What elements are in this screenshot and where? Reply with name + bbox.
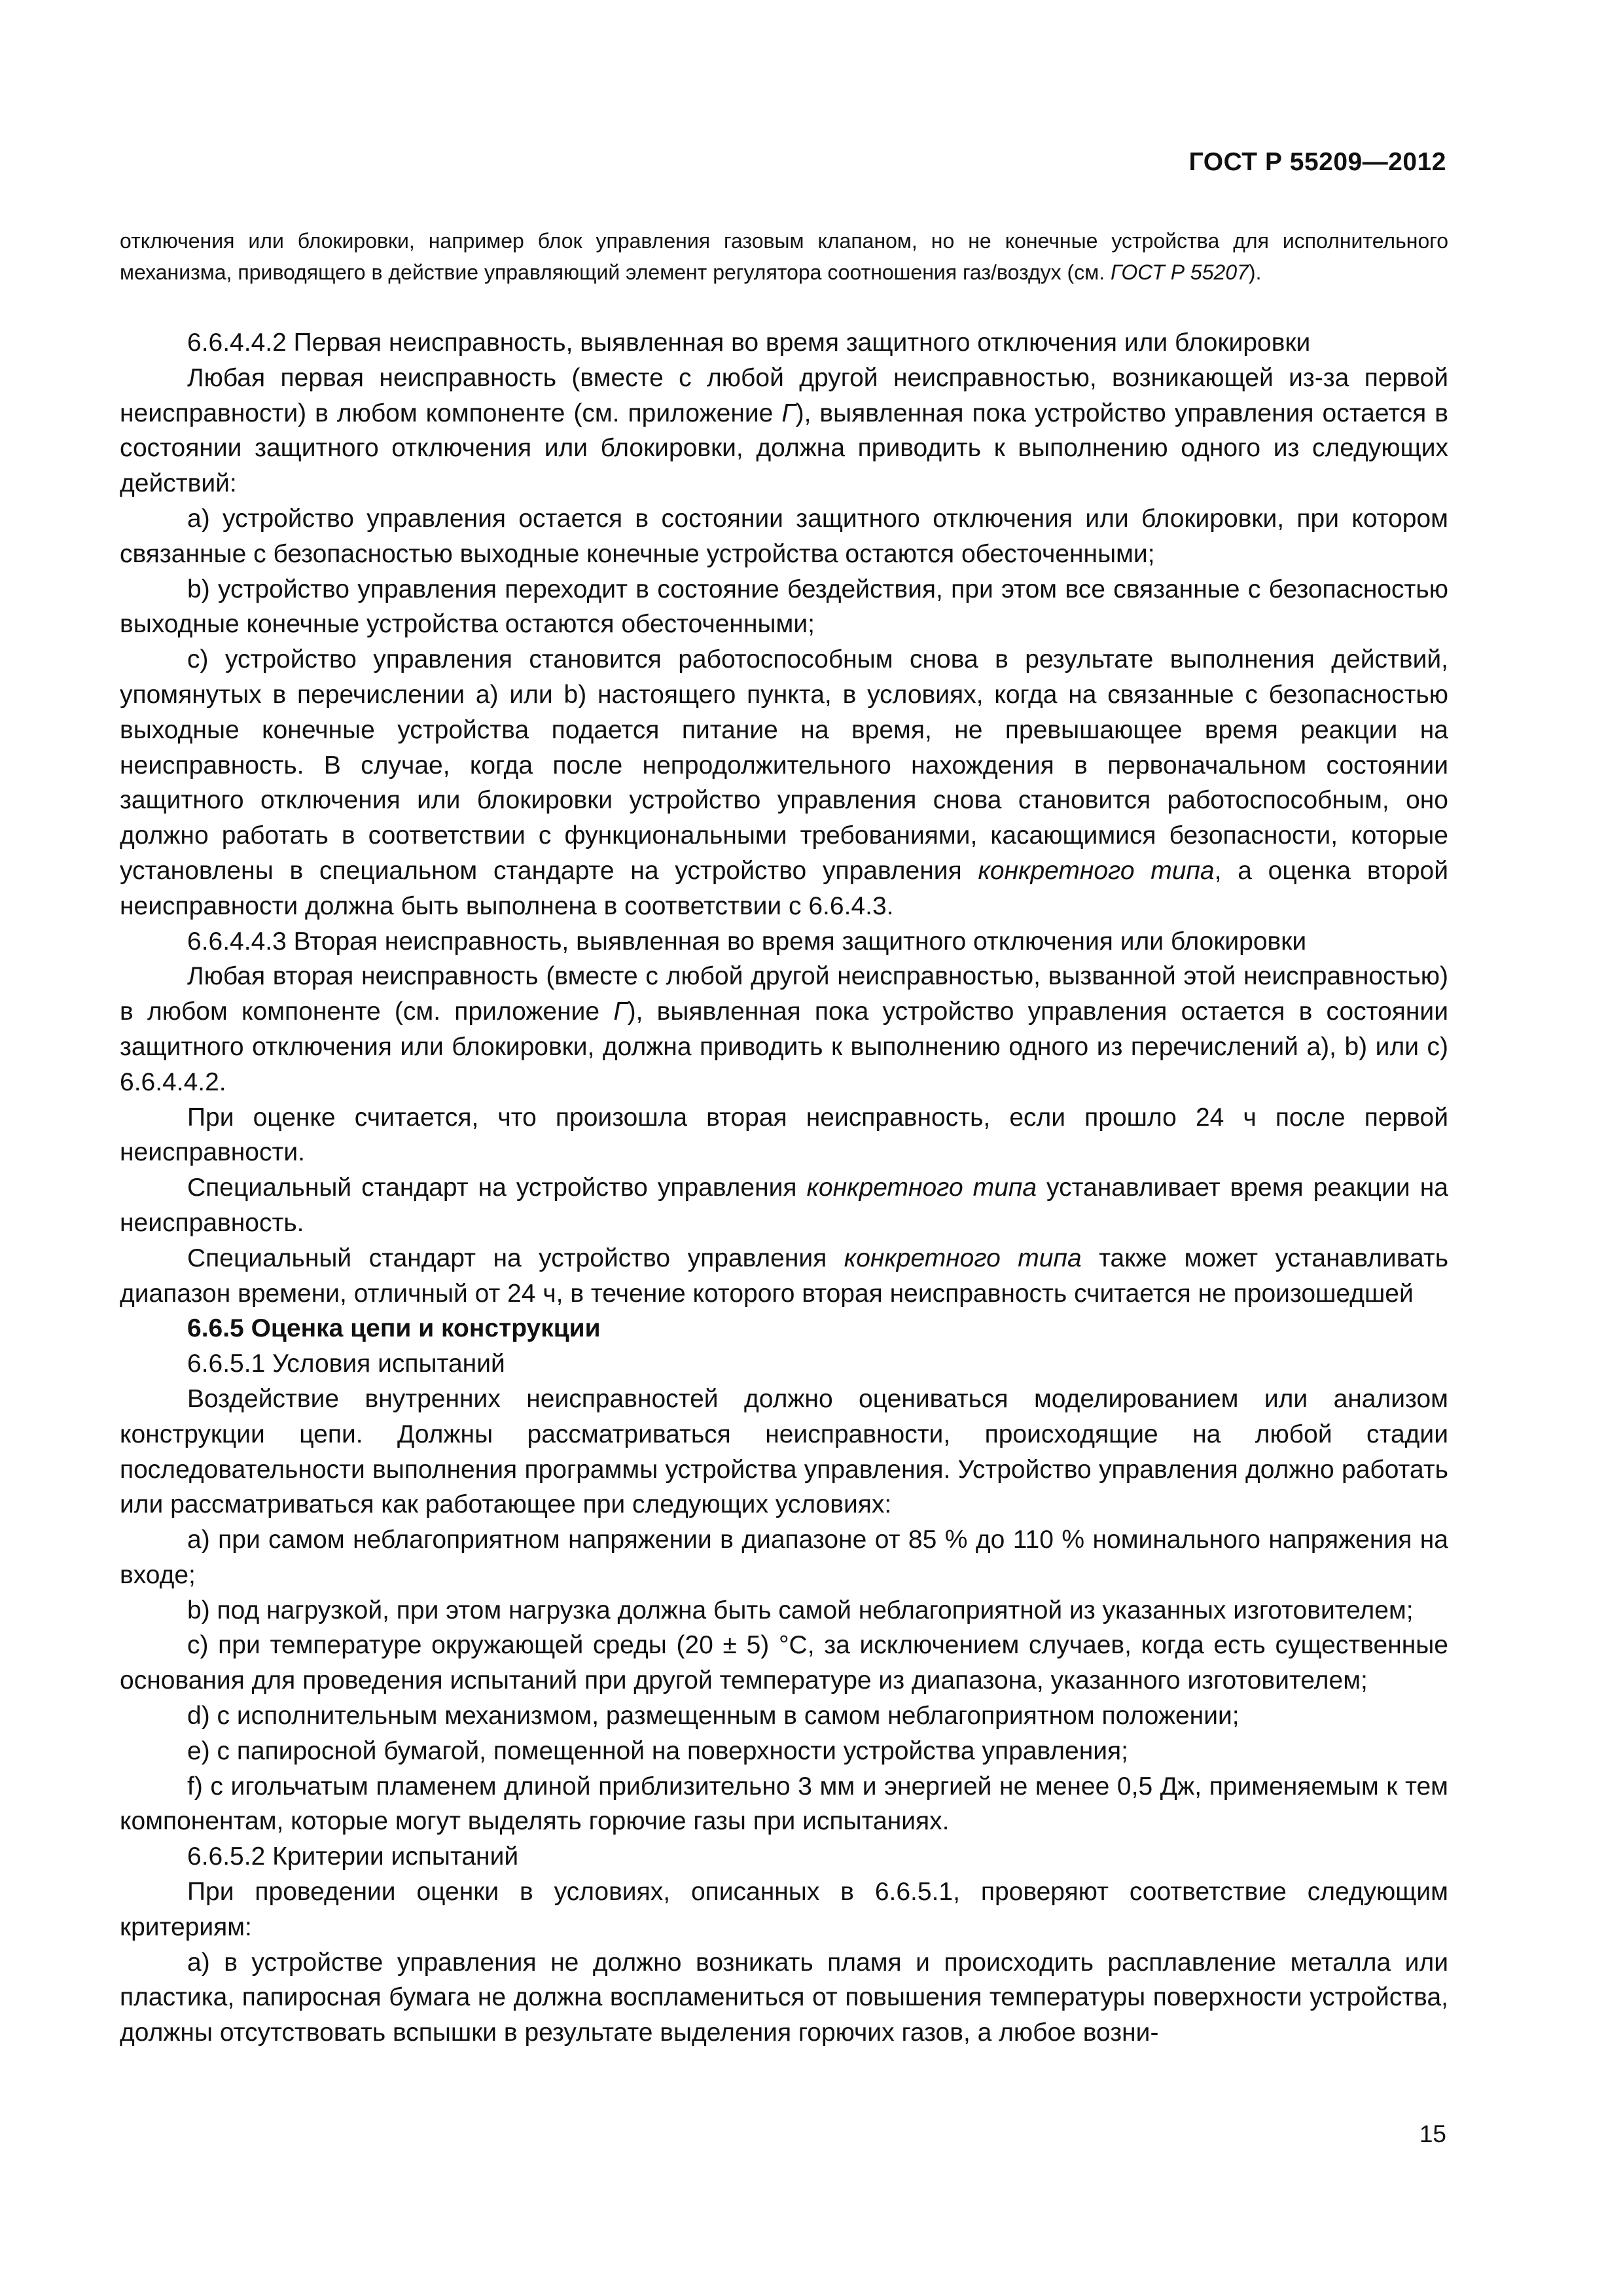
emphasis: конкретного типа (978, 856, 1215, 885)
subsection-heading-6651: 6.6.5.1 Условия испытаний (187, 1350, 505, 1378)
annex-reference: Г (781, 399, 796, 427)
list-item-e: е) с папиросной бумагой, помещенной на поверхности устройства управления; (187, 1736, 1128, 1765)
criteria-item-a: а) в устройстве управления не должно возникать пламя и происходить расплавление металла или пластика, папиросная бумага не должна воспламениться от повышения температуры поверхности устройства, должны отсутствовать вспышки в результате выделения горючих газов, а любое возни- (120, 1948, 1448, 2047)
standard-header: ГОСТ Р 55209—2012 (1188, 148, 1446, 176)
emphasis: конкретного типа (806, 1174, 1037, 1202)
list-item-a: а) при самом неблагоприятном напряжении в диапазоне от 85 % до 110 % номинального напряжения на входе; (120, 1526, 1448, 1589)
text: Специальный стандарт на устройство управления (187, 1174, 807, 1202)
text: устанавливает время реакции на неисправность. (120, 1174, 1448, 1237)
intro-text: отключения или блокировки, например блок управления газовым клапаном, но не конечные устройства для исполнительного механизма, приводящего в действие управляющий элемент регулятора соотношения газ/воздух (см. (120, 229, 1448, 284)
intro-paragraph (120, 225, 1448, 288)
section-heading-66443: 6.6.4.4.3 Вторая неисправность, выявленная во время защитного отключения или блокировки (187, 927, 1307, 956)
intro-text-end: ). (1248, 260, 1262, 284)
list-item-f: f) с игольчатым пламенем длиной приблизительно 3 мм и энергией не менее 0,5 Дж, применяемым к тем компонентам, которые могут выделять горючие газы при испытаниях. (120, 1772, 1448, 1836)
text: Любая вторая неисправность (вместе с любой другой неисправностью, вызванной этой неисправностью) в любом компоненте (см. приложение (120, 962, 1448, 1026)
list-item-b: b) устройство управления переходит в состояние бездействия, при этом все связанные с безопасностью выходные конечные устройства остаются обесточенными; (120, 575, 1448, 639)
text: ), выявленная пока устройство управления остается в состоянии защитного отключения или блокировки, должна приводить к выполнению одного из следующих действий: (120, 399, 1449, 498)
section-heading-66442: 6.6.4.4.2 Первая неисправность, выявленная во время защитного отключения или блокировки (187, 329, 1311, 357)
paragraph: Воздействие внутренних неисправностей должно оцениваться моделированием или анализом конструкции цепи. Должны рассматриваться неисправности, происходящие на любой стадии последовательности выполнения программы устройства управления. Устройство управления должно работать или рассматриваться как работающее при следующих условиях: (120, 1384, 1448, 1519)
page-number: 15 (1419, 2121, 1446, 2147)
text: , а оценка второй неисправности должна быть выполнена в соответствии с 6.6.4.3. (120, 856, 1448, 920)
list-item-b: b) под нагрузкой, при этом нагрузка должна быть самой неблагоприятной из указанных изготовителем; (187, 1596, 1414, 1624)
list-item-c (120, 642, 1448, 924)
text: Любая первая неисправность (вместе с любой другой неисправностью, возникающей из-за первой неисправности) в любом компоненте (см. приложение (120, 363, 1448, 427)
section-heading-665: 6.6.5 Оценка цепи и конструкции (187, 1314, 601, 1343)
list-item-a: а) устройство управления остается в состоянии защитного отключения или блокировки, при котором связанные с безопасностью выходные конечные устройства остаются обесточенными; (120, 504, 1448, 568)
document-body (120, 325, 1448, 2051)
text: Специальный стандарт на устройство управления (187, 1244, 844, 1272)
paragraph: При оценке считается, что произошла вторая неисправность, если прошло 24 ч после первой неисправности. (120, 1103, 1448, 1167)
paragraph (120, 1241, 1448, 1312)
paragraph (120, 959, 1448, 1100)
text: ), выявленная пока устройство управления остается в состоянии защитного отключения или блокировки, должна приводить к выполнению одного из перечислений а), b) или c) 6.6.4.4.2. (120, 997, 1448, 1096)
paragraph (120, 1170, 1448, 1241)
list-item-d: d) с исполнительным механизмом, размещенным в самом неблагоприятном положении; (187, 1702, 1240, 1731)
emphasis: конкретного типа (844, 1244, 1082, 1272)
intro-reference: ГОСТ Р 55207 (1110, 260, 1249, 284)
text: c) устройство управления становится работоспособным снова в результате выполнения действий, упомянутых в перечислении а) или b) настоящего пункта, в условиях, когда на связанные с безопасностью выходные конечные устройства подается питание на время, не превышающее время реакции на неисправность. В случае, когда после непродолжительного нахождения в первоначальном состоянии защитного отключения или блокировки устройство управления снова становится работоспособным, оно должно работать в соответствии с функциональными требованиями, касающимися безопасности, которые установлены в специальном стандарте на устройство управления (120, 645, 1449, 885)
list-item-c: c) при температуре окружающей среды (20 ± 5) °С, за исключением случаев, когда есть существенные основания для проведения испытаний при другой температуре из диапазона, указанного изготовителем; (120, 1631, 1448, 1695)
paragraph: При проведении оценки в условиях, описанных в 6.6.5.1, проверяют соответствие следующим критериям: (120, 1878, 1448, 1941)
annex-reference: Г (613, 997, 628, 1026)
text: также может устанавливать диапазон времени, отличный от 24 ч, в течение которого вторая неисправность считается не произошедшей (120, 1244, 1449, 1308)
subsection-heading-6652: 6.6.5.2 Критерии испытаний (187, 1842, 519, 1871)
paragraph (120, 361, 1448, 501)
